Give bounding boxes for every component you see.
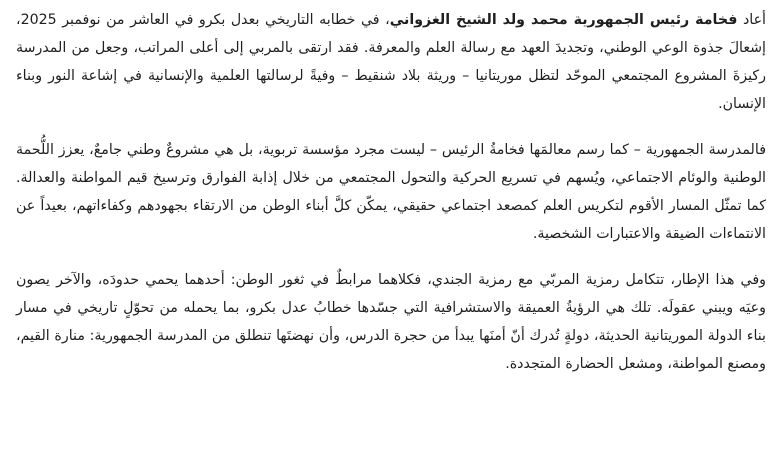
article-body [16, 6, 766, 378]
president-name: فخامة رئيس الجمهورية محمد ولد الشيخ الغزواني [389, 12, 738, 28]
paragraph-2: فالمدرسة الجمهورية – كما رسم معالمَها فخامةُ الرئيس – ليست مجرد مؤسسة تربوية، بل هي مشروعٌ وطني جامعٌ، يعزز اللُّحمة الوطنية والوئام الاجتماعي، ويُسهم في تسريع الحركية والتحول المجتمعي من خلال إذابة الفوارق وترسيخ قيم المواطنة والعدالة. كما تمثّل المسار الأقوم لتكريس العلم كمصعد اجتماعي حقيقي، يمكّن كلَّ أبناء الوطن من الارتقاء بجهودهم وكفاءاتهم، بعيداً عن الانتماءات الضيقة والاعتبارات الشخصية. [16, 142, 766, 242]
paragraph-1-text: ، في خطابه التاريخي بعدل بكرو في العاشر من نوفمبر 2025، إشعالَ جذوة الوعي الوطني، وتجديدَ العهد مع رسالة العلم والمعرفة. فقد ارتقى بالمربي إلى أعلى المراتب، وجعل من المدرسة ركيزةَ المشروع المجتمعي الموحّد لتظل موريتانيا – وريثة بلاد شنقيط – وفيةً لرسالتها العلمية والإنسانية في إشاعة النور وبناء الإنسان. [16, 12, 766, 112]
paragraph-1 [16, 6, 766, 118]
paragraph-1-intro: أعاد [742, 12, 766, 28]
paragraph-3: وفي هذا الإطار، تتكامل رمزية المربّي مع رمزية الجندي، فكلاهما مرابطٌ في ثغور الوطن: أحدهما يحمي حدودَه، والآخر يصون وعيَه ويبني عقولَه. تلك هي الرؤيةُ العميقة والاستشرافية التي جسّدها خطابُ عدل بكرو، بما يحمله من تحوّلٍ تاريخي في مسار بناء الدولة الموريتانية الحديثة، دولةٍ تُدرك أنّ أمنَها يبدأ من حجرة الدرس، وأن نهضتَها تنطلق من المدرسة الجمهورية: منارة القيم، ومصنع المواطنة، ومشعل الحضارة المتجددة. [16, 272, 766, 372]
